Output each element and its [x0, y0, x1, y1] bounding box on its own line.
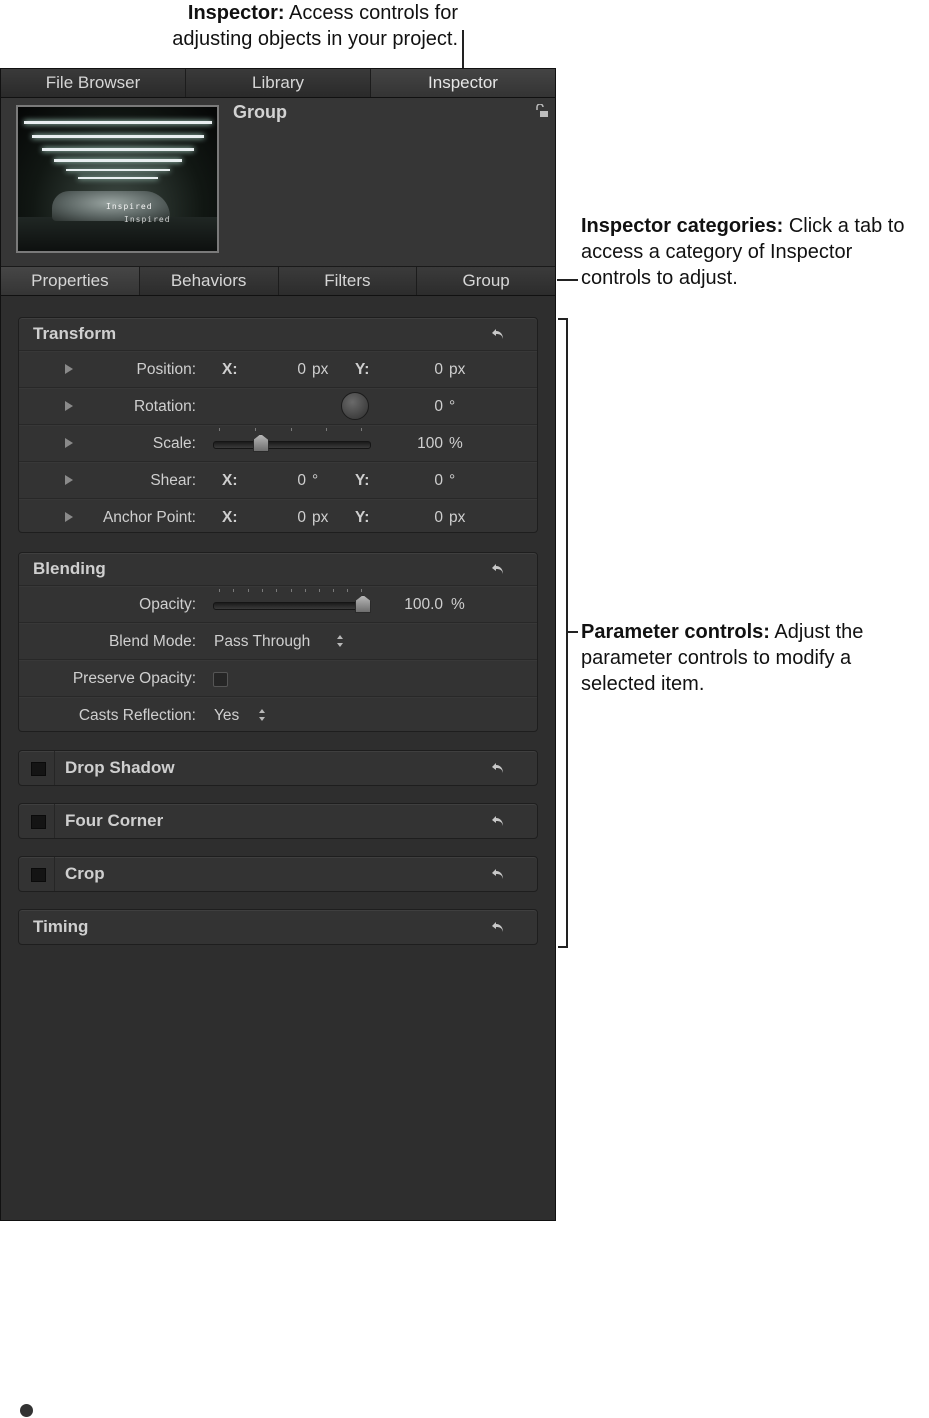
shear-x-label: X:	[222, 472, 238, 489]
timing-title: Timing	[33, 917, 89, 936]
top-tab-bar	[1, 69, 555, 98]
disclosure-triangle-icon[interactable]	[65, 475, 73, 485]
disclosure-triangle-icon[interactable]	[65, 512, 73, 522]
callout-categories-title: Inspector categories:	[581, 215, 784, 237]
opacity-ticks	[213, 589, 371, 593]
divider	[54, 857, 55, 891]
anchor-x-label: X:	[222, 509, 238, 526]
crop-group[interactable]	[18, 856, 538, 892]
tab-behaviors[interactable]: Behaviors	[140, 267, 279, 295]
shear-row	[19, 461, 537, 498]
shear-x-value[interactable]: 0	[297, 472, 306, 489]
inspector-header	[1, 98, 555, 266]
anchor-x-unit: px	[312, 509, 329, 526]
rotation-label: Rotation:	[133, 398, 196, 415]
callout-inspector-text: Access controls for adjusting objects in your project.	[172, 2, 458, 50]
callout-parameters-text: Adjust the parameter controls to modify a selected item.	[581, 621, 864, 695]
tab-properties[interactable]: Properties	[1, 267, 140, 295]
tab-filters[interactable]: Filters	[279, 267, 418, 295]
transform-group	[18, 317, 538, 533]
bracket-vertical	[566, 318, 568, 948]
position-x-unit: px	[312, 361, 329, 378]
rotation-unit: °	[449, 398, 456, 415]
position-row	[19, 350, 537, 387]
callout-parameters-title: Parameter controls:	[581, 621, 770, 643]
position-y-value[interactable]: 0	[434, 361, 443, 378]
inspector-panel	[0, 68, 556, 1221]
drop-shadow-enable-checkbox[interactable]	[31, 762, 46, 776]
rotation-dial[interactable]	[341, 392, 369, 420]
crop-enable-checkbox[interactable]	[31, 868, 46, 882]
crop-title: Crop	[65, 864, 105, 883]
anchor-y-value[interactable]: 0	[434, 509, 443, 526]
lock-icon[interactable]	[535, 104, 549, 118]
position-y-label: Y:	[355, 361, 370, 378]
callout-categories	[581, 213, 921, 291]
opacity-row	[19, 585, 537, 622]
casts-reflection-row	[19, 696, 537, 733]
opacity-unit: %	[451, 596, 465, 613]
blending-group	[18, 552, 538, 732]
divider	[54, 751, 55, 785]
tab-group[interactable]: Group	[462, 271, 510, 290]
callout-inspector-leader	[462, 30, 464, 68]
category-tab-bar	[1, 266, 555, 296]
blending-header[interactable]	[19, 553, 537, 585]
object-name: Group	[233, 102, 287, 122]
tab-library[interactable]: Library	[186, 69, 371, 97]
rotation-row	[19, 387, 537, 424]
tab-inspector[interactable]: Inspector	[371, 69, 555, 97]
preserve-opacity-checkbox[interactable]	[213, 672, 228, 687]
timing-group[interactable]	[18, 909, 538, 945]
anchor-point-label: Anchor Point:	[102, 509, 196, 526]
position-x-label: X:	[222, 361, 238, 378]
reset-icon[interactable]	[491, 561, 507, 577]
reset-icon[interactable]	[491, 760, 507, 776]
reset-icon[interactable]	[491, 866, 507, 882]
position-y-unit: px	[449, 361, 466, 378]
four-corner-title: Four Corner	[65, 811, 164, 830]
scale-label: Scale:	[152, 435, 196, 452]
thumbnail-title-reflection: Inspired	[124, 215, 171, 224]
callout-parameters	[581, 619, 911, 697]
casts-reflection-select[interactable]: Yes	[214, 707, 240, 724]
disclosure-triangle-icon[interactable]	[65, 438, 73, 448]
callout-inspector	[120, 0, 458, 52]
thumbnail-title-text: Inspired	[106, 202, 153, 211]
blend-mode-select[interactable]: Pass Through	[214, 633, 311, 650]
casts-reflection-label: Casts Reflection:	[78, 707, 196, 724]
scale-slider[interactable]	[213, 441, 371, 449]
blend-mode-stepper-icon[interactable]	[336, 634, 344, 648]
shear-y-label: Y:	[355, 472, 370, 489]
bracket-bottom	[558, 946, 567, 948]
bullet-dot	[20, 1404, 33, 1417]
opacity-label: Opacity:	[139, 596, 196, 613]
position-x-value[interactable]: 0	[297, 361, 306, 378]
callout-categories-leader	[557, 279, 578, 281]
rotation-value[interactable]: 0	[434, 398, 443, 415]
shear-y-value[interactable]: 0	[434, 472, 443, 489]
four-corner-group[interactable]	[18, 803, 538, 839]
scale-unit: %	[449, 435, 463, 452]
preserve-opacity-label: Preserve Opacity:	[72, 670, 196, 687]
preserve-opacity-row	[19, 659, 537, 696]
disclosure-triangle-icon[interactable]	[65, 401, 73, 411]
transform-title: Transform	[33, 324, 117, 343]
drop-shadow-group[interactable]	[18, 750, 538, 786]
drop-shadow-title: Drop Shadow	[65, 758, 175, 777]
opacity-slider-thumb[interactable]	[355, 595, 371, 613]
anchor-x-value[interactable]: 0	[297, 509, 306, 526]
anchor-y-unit: px	[449, 509, 466, 526]
anchor-point-row	[19, 498, 537, 535]
scale-row	[19, 424, 537, 461]
tab-file-browser[interactable]: File Browser	[1, 69, 186, 97]
divider	[54, 804, 55, 838]
opacity-value[interactable]: 100.0	[404, 596, 443, 613]
reset-icon[interactable]	[491, 919, 507, 935]
callout-parameters-leader	[568, 631, 578, 633]
scale-ticks	[213, 428, 371, 432]
blend-mode-label: Blend Mode:	[108, 633, 196, 650]
reset-icon[interactable]	[491, 813, 507, 829]
reset-icon[interactable]	[491, 326, 507, 342]
opacity-slider[interactable]	[213, 602, 371, 610]
position-label: Position:	[136, 361, 196, 378]
shear-y-unit: °	[449, 472, 456, 489]
shear-label: Shear:	[150, 472, 196, 489]
preview-thumbnail	[16, 105, 219, 253]
shear-x-unit: °	[312, 472, 319, 489]
blending-title: Blending	[33, 559, 106, 578]
casts-reflection-stepper-icon[interactable]	[258, 708, 266, 722]
four-corner-enable-checkbox[interactable]	[31, 815, 46, 829]
callout-inspector-title: Inspector:	[187, 2, 285, 24]
disclosure-triangle-icon[interactable]	[65, 364, 73, 374]
scale-slider-thumb[interactable]	[253, 434, 269, 452]
callout-categories-text: Click a tab to access a category of Inspector controls to adjust.	[581, 215, 905, 289]
anchor-y-label: Y:	[355, 509, 370, 526]
transform-header[interactable]	[19, 318, 537, 350]
scale-value[interactable]: 100	[417, 435, 443, 452]
blend-mode-row	[19, 622, 537, 659]
